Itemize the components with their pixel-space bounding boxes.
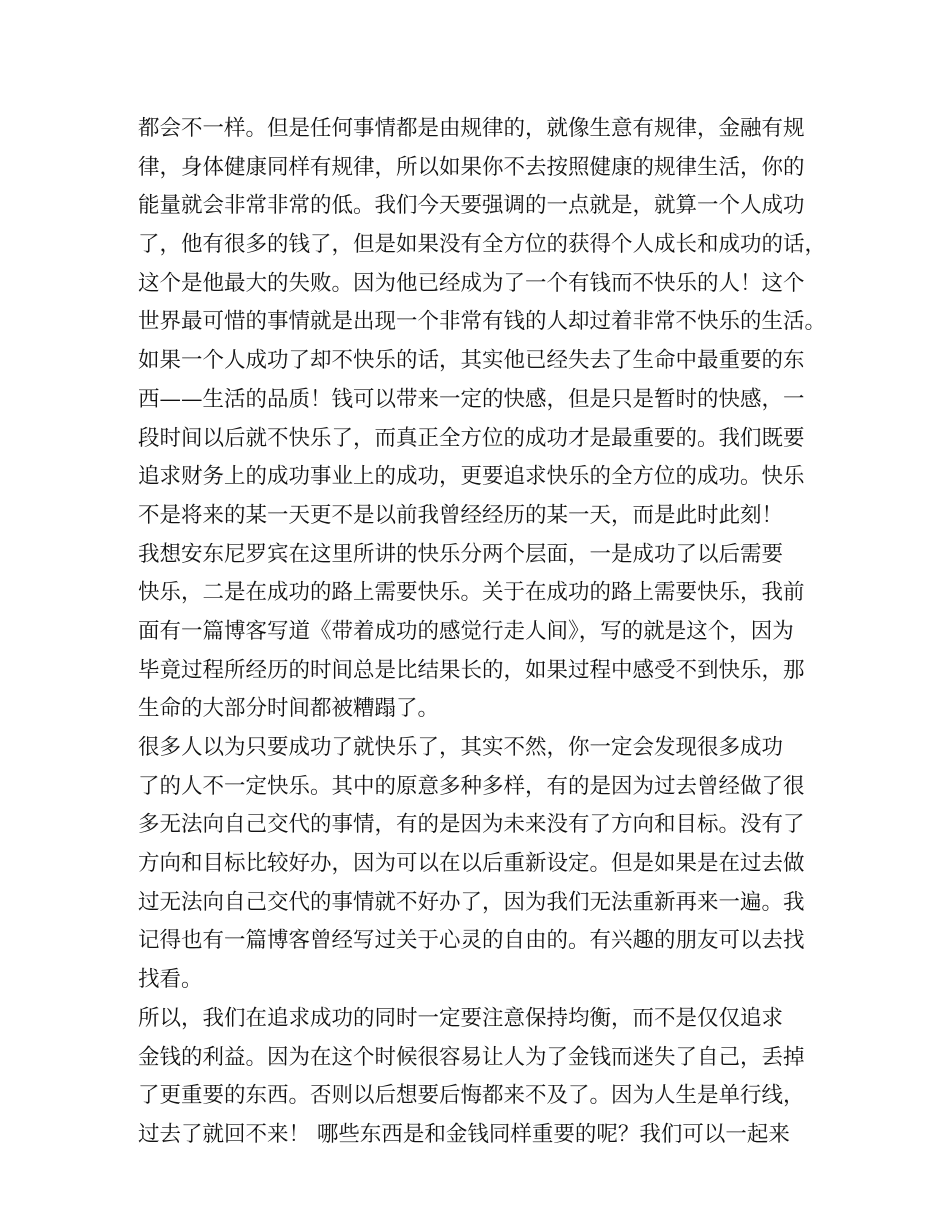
text-line: 记得也有一篇博客曾经写过关于心灵的自由的。有兴趣的朋友可以去找 [138,928,805,954]
text-line: 生命的大部分时间都被糟蹋了。 [138,696,440,722]
text-line: 找看。 [138,967,203,993]
text-line: 所以，我们在追求成功的同时一定要注意保持均衡，而不是仅仅追求 [138,1005,784,1031]
text-line: 追求财务上的成功事业上的成功，更要追求快乐的全方位的成功。快乐 [138,464,805,490]
text-line: 过无法向自己交代的事情就不好办了，因为我们无法重新再来一遍。我 [138,889,805,915]
text-line: 毕竟过程所经历的时间总是比结果长的，如果过程中感受不到快乐，那 [138,657,805,683]
text-line: 世界最可惜的事情就是出现一个非常有钱的人却过着非常不快乐的生活。 [138,309,827,335]
text-line: 律，身体健康同样有规律，所以如果你不去按照健康的规律生活，你的 [138,154,805,180]
text-line: 金钱的利益。因为在这个时候很容易让人为了金钱而迷失了自己，丢掉 [138,1044,805,1070]
text-line: 多无法向自己交代的事情，有的是因为未来没有了方向和目标。没有了 [138,812,805,838]
text-line: 我想安东尼罗宾在这里所讲的快乐分两个层面，一是成功了以后需要 [138,541,784,567]
text-line: 西——生活的品质！钱可以带来一定的快感，但是只是暂时的快感，一 [138,386,805,412]
text-line: 方向和目标比较好办，因为可以在以后重新设定。但是如果是在过去做 [138,851,805,877]
text-line: 了更重要的东西。否则以后想要后悔都来不及了。因为人生是单行线， [138,1083,805,1109]
text-line: 快乐，二是在成功的路上需要快乐。关于在成功的路上需要快乐，我前 [138,580,805,606]
text-line: 了的人不一定快乐。其中的原意多种多样，有的是因为过去曾经做了很 [138,773,805,799]
text-line: 面有一篇博客写道《带着成功的感觉行走人间》，写的就是这个，因为 [138,618,794,644]
text-line: 了，他有很多的钱了，但是如果没有全方位的获得个人成长和成功的话， [138,232,827,258]
text-line: 很多人以为只要成功了就快乐了，其实不然，你一定会发现很多成功 [138,735,784,760]
text-line: 段时间以后就不快乐了，而真正全方位的成功才是最重要的。我们既要 [138,425,805,451]
text-line: 能量就会非常非常的低。我们今天要强调的一点就是，就算一个人成功 [138,193,805,219]
text-line: 不是将来的某一天更不是以前我曾经经历的某一天，而是此时此刻！ [138,502,784,528]
text-line: 过去了就回不来！ 哪些东西是和金钱同样重要的呢？我们可以一起来 [138,1121,790,1147]
text-line: 都会不一样。但是任何事情都是由规律的，就像生意有规律，金融有规 [138,116,805,141]
body-text [138,110,828,1155]
text-line: 如果一个人成功了却不快乐的话，其实他已经失去了生命中最重要的东 [138,348,805,374]
text-line: 这个是他最大的失败。因为他已经成为了一个有钱而不快乐的人！这个 [138,270,805,296]
